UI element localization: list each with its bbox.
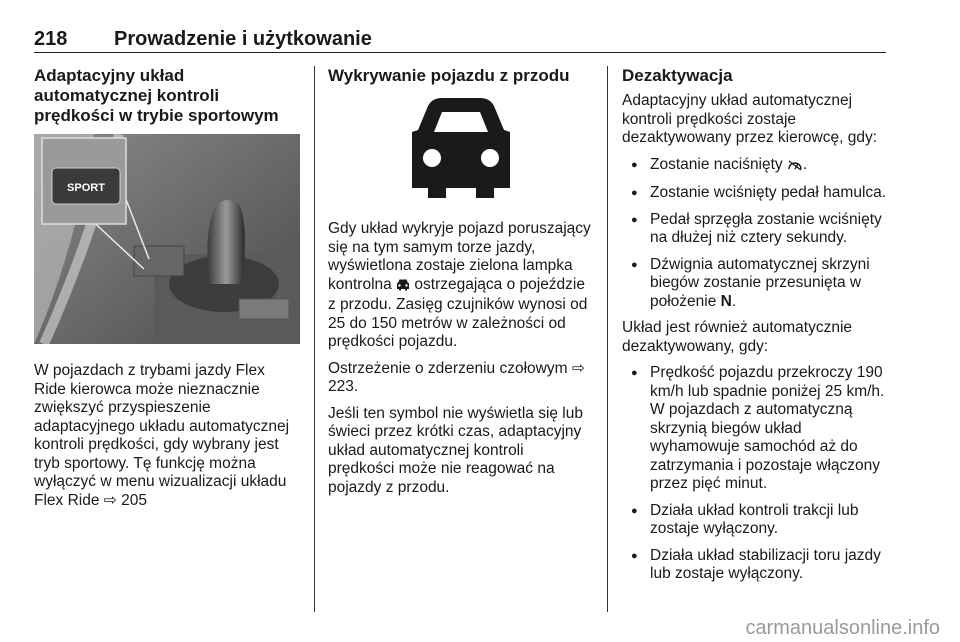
body-text: Układ jest również automatycznie dezaktywowany, gdy: xyxy=(622,319,853,355)
list-item: ● Działa układ kontroli trakcji lub zostaje wyłączony. xyxy=(622,502,888,539)
body-text: Adaptacyjny układ automatycznej kontroli prędkości zostaje dezaktywowany przez kierowcę, gdy: xyxy=(622,92,878,146)
page-ref-icon: ⇨ xyxy=(103,491,117,509)
list-item: ● Zostanie naciśnięty . xyxy=(622,156,888,177)
column-deactivation xyxy=(622,66,888,584)
list-item: ● Zostanie wciśnięty pedał hamulca. xyxy=(622,184,888,203)
section-heading: Adaptacyjny układ automatycznej kontroli prędkości w trybie sportowym xyxy=(34,66,279,125)
page-number: 218 xyxy=(34,28,68,50)
page-reference[interactable]: 223. xyxy=(328,378,359,395)
column-vehicle-detect xyxy=(328,66,594,497)
vehicle-ahead-indicator-icon xyxy=(328,92,594,204)
page-ref-icon: ⇨ xyxy=(571,359,585,377)
list-item: ● Dźwignia automatycznej skrzyni biegów zostanie przesunięta w położenie N. xyxy=(622,256,888,312)
page-header xyxy=(34,26,886,53)
sport-label: SPORT xyxy=(67,182,105,194)
section-heading: Wykrywanie pojazdu z przodu xyxy=(328,66,570,85)
list-item: ● Działa układ stabilizacji toru jazdy lub zostaje wyłączony. xyxy=(622,547,888,584)
section-heading: Dezaktywacja xyxy=(622,66,733,85)
body-text: Gdy układ wykryje pojazd poruszający się na tym samym torze jazdy, wyświetlona zostaje zielona lampka kontrolna ostrzegająca o pojeździe z przodu. Zasięg czujników wynosi od 25 do 150 metrów w zależności od prędkości pojazdu. xyxy=(328,220,591,350)
column-divider xyxy=(607,66,608,612)
watermark: carmanualsonline.info xyxy=(745,617,940,639)
body-text: Ostrzeżenie o zderzeniu czołowym ⇨ 223. xyxy=(328,359,585,395)
list-item: ● Pedał sprzęgła zostanie wciśnięty na dłużej niż cztery sekundy. xyxy=(622,211,888,248)
column-divider xyxy=(314,66,315,612)
list-item: ● Prędkość pojazdu przekroczy 190 km/h lub spadnie poniżej 25 km/h. W pojazdach z automatyczną skrzynią biegów układ wyhamowuje samochód aż do zatrzymania i pozostaje włączony przez pięć minut. xyxy=(622,364,888,494)
sport-button-photo xyxy=(34,134,300,344)
page-title: Prowadzenie i użytkowanie xyxy=(114,28,372,50)
column-sport-mode xyxy=(34,66,300,510)
body-text: W pojazdach z trybami jazdy Flex Ride kierowca może nieznacznie zwiększyć przyspieszenie adaptacyjnego układu automatycznej kontroli prędkości, gdy wybrany jest tryb sportowy. Tę funkcję można wyłączyć w menu wizualizacji układu Flex Ride ⇨ 205 xyxy=(34,362,290,509)
car-ahead-icon xyxy=(396,278,410,297)
body-text: Jeśli ten symbol nie wyświetla się lub świeci przez krótki czas, adaptacyjny układ automatycznej kontroli prędkości może nie reagować na pojazdy z przodu. xyxy=(328,404,583,496)
cruise-control-off-icon xyxy=(787,158,803,177)
page-reference[interactable]: 205 xyxy=(121,491,147,509)
